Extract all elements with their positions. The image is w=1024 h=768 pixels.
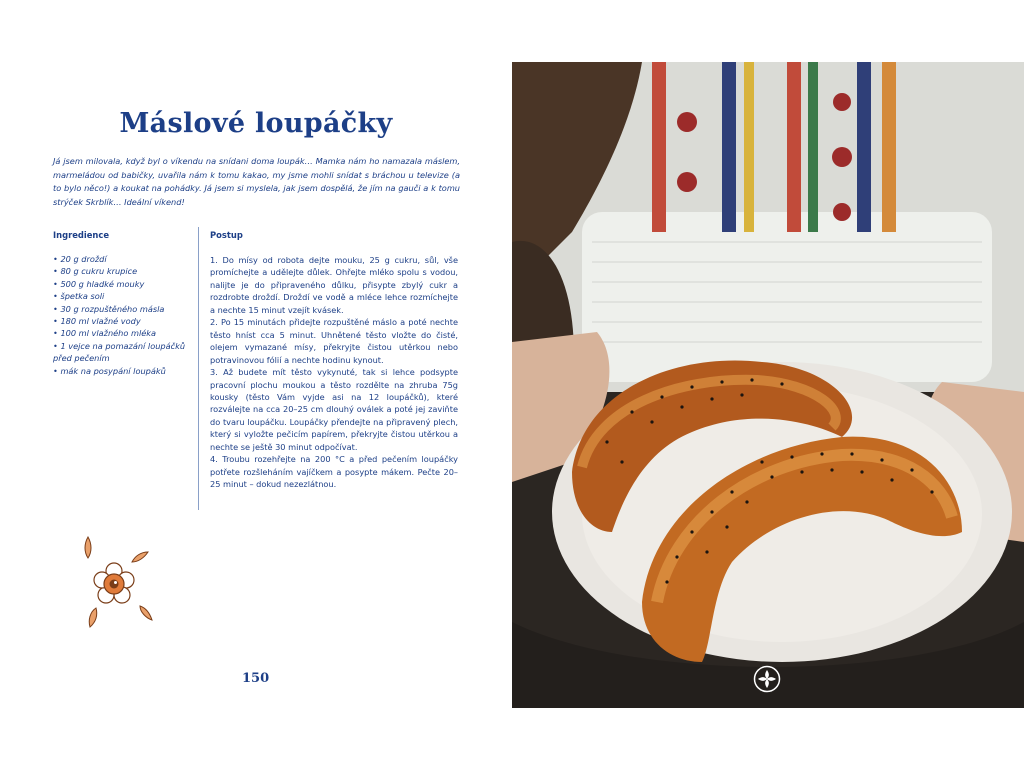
ingredient-item: • 1 vejce na pomazání loupáčků před pečením — [53, 340, 193, 365]
method-step: 3. Až budete mít těsto vykynuté, tak si lehce podsypte pracovní plochu moukou a těsto rozdělte na zhruba 75g kousky (těsto Vám vyjde asi na 12 loupáčků), které rozválejte na cca 20–25 cm dlouhý oválek a poté jej zaviňte do tvaru loupáčku. Loupáčky přendejte na připravený plech, který si vyložte pečicím papírem, překryjte čistou utěrkou a nechte se ještě 30 minut odpočívat. — [210, 367, 458, 452]
ingredient-item: • 20 g droždí — [53, 253, 193, 265]
recipe-photo — [512, 62, 1024, 708]
method-step: 4. Troubu rozehřejte na 200 °C a před pečením loupáčky potřete rozšleháním vajíčkem a posypte mákem. Pečte 20–25 minut – dokud nezezlátnou. — [210, 454, 458, 490]
column-divider — [198, 227, 199, 510]
method-step: 2. Po 15 minutách přidejte rozpuštěné máslo a poté nechte těsto hníst cca 5 minut. Uhnětené těsto vložte do čisté, olejem vymazané mísy, překryjte čistou utěrkou nebo potravinovou fólií a nechte hodinu kynout. — [210, 317, 458, 365]
intro-text: Já jsem milovala, když byl o víkendu na snídani doma loupák… Mamka nám ho namazala máslem, marmeládou od babičky, uvařila nám k tomu kakao, my jsme mohli snídat s bráchou u televize (a to bylo něco!) a koukat na pohádky. Já jsem si myslela, jak jsem dospělá, že jím na gauči a k tomu strýček Skrblík… Ideální víkend! — [53, 156, 460, 207]
method-step: 1. Do mísy od robota dejte mouku, 25 g cukru, sůl, vše promíchejte a udělejte důlek. Ohřejte mléko spolu s vodou, nalijte je do připraveného důlku, přisypte zbylý cukr a rozdrobte droždí. Droždí ve vodě a mléce lehce rozmíchejte a nechte 15 minut vzejít kvásek. — [210, 255, 458, 315]
method-steps — [210, 254, 458, 491]
ingredients-list — [53, 253, 193, 377]
ingredient-item: • 500 g hladké mouky — [53, 278, 193, 290]
ingredient-item: • špetka soli — [53, 290, 193, 302]
ingredient-item: • mák na posypání loupáků — [53, 365, 193, 377]
flower-badge-icon — [753, 665, 781, 693]
recipe-title: Máslové loupáčky — [119, 108, 393, 139]
ingredient-item: • 100 ml vlažného mléka — [53, 327, 193, 339]
method-heading: Postup — [210, 230, 243, 240]
folk-flower-icon — [78, 532, 160, 634]
ingredient-item: • 180 ml vlažné vody — [53, 315, 193, 327]
ingredient-item: • 30 g rozpuštěného másla — [53, 303, 193, 315]
ingredients-heading: Ingredience — [53, 230, 110, 240]
ingredient-item: • 80 g cukru krupice — [53, 265, 193, 277]
page-number: 150 — [242, 671, 270, 686]
